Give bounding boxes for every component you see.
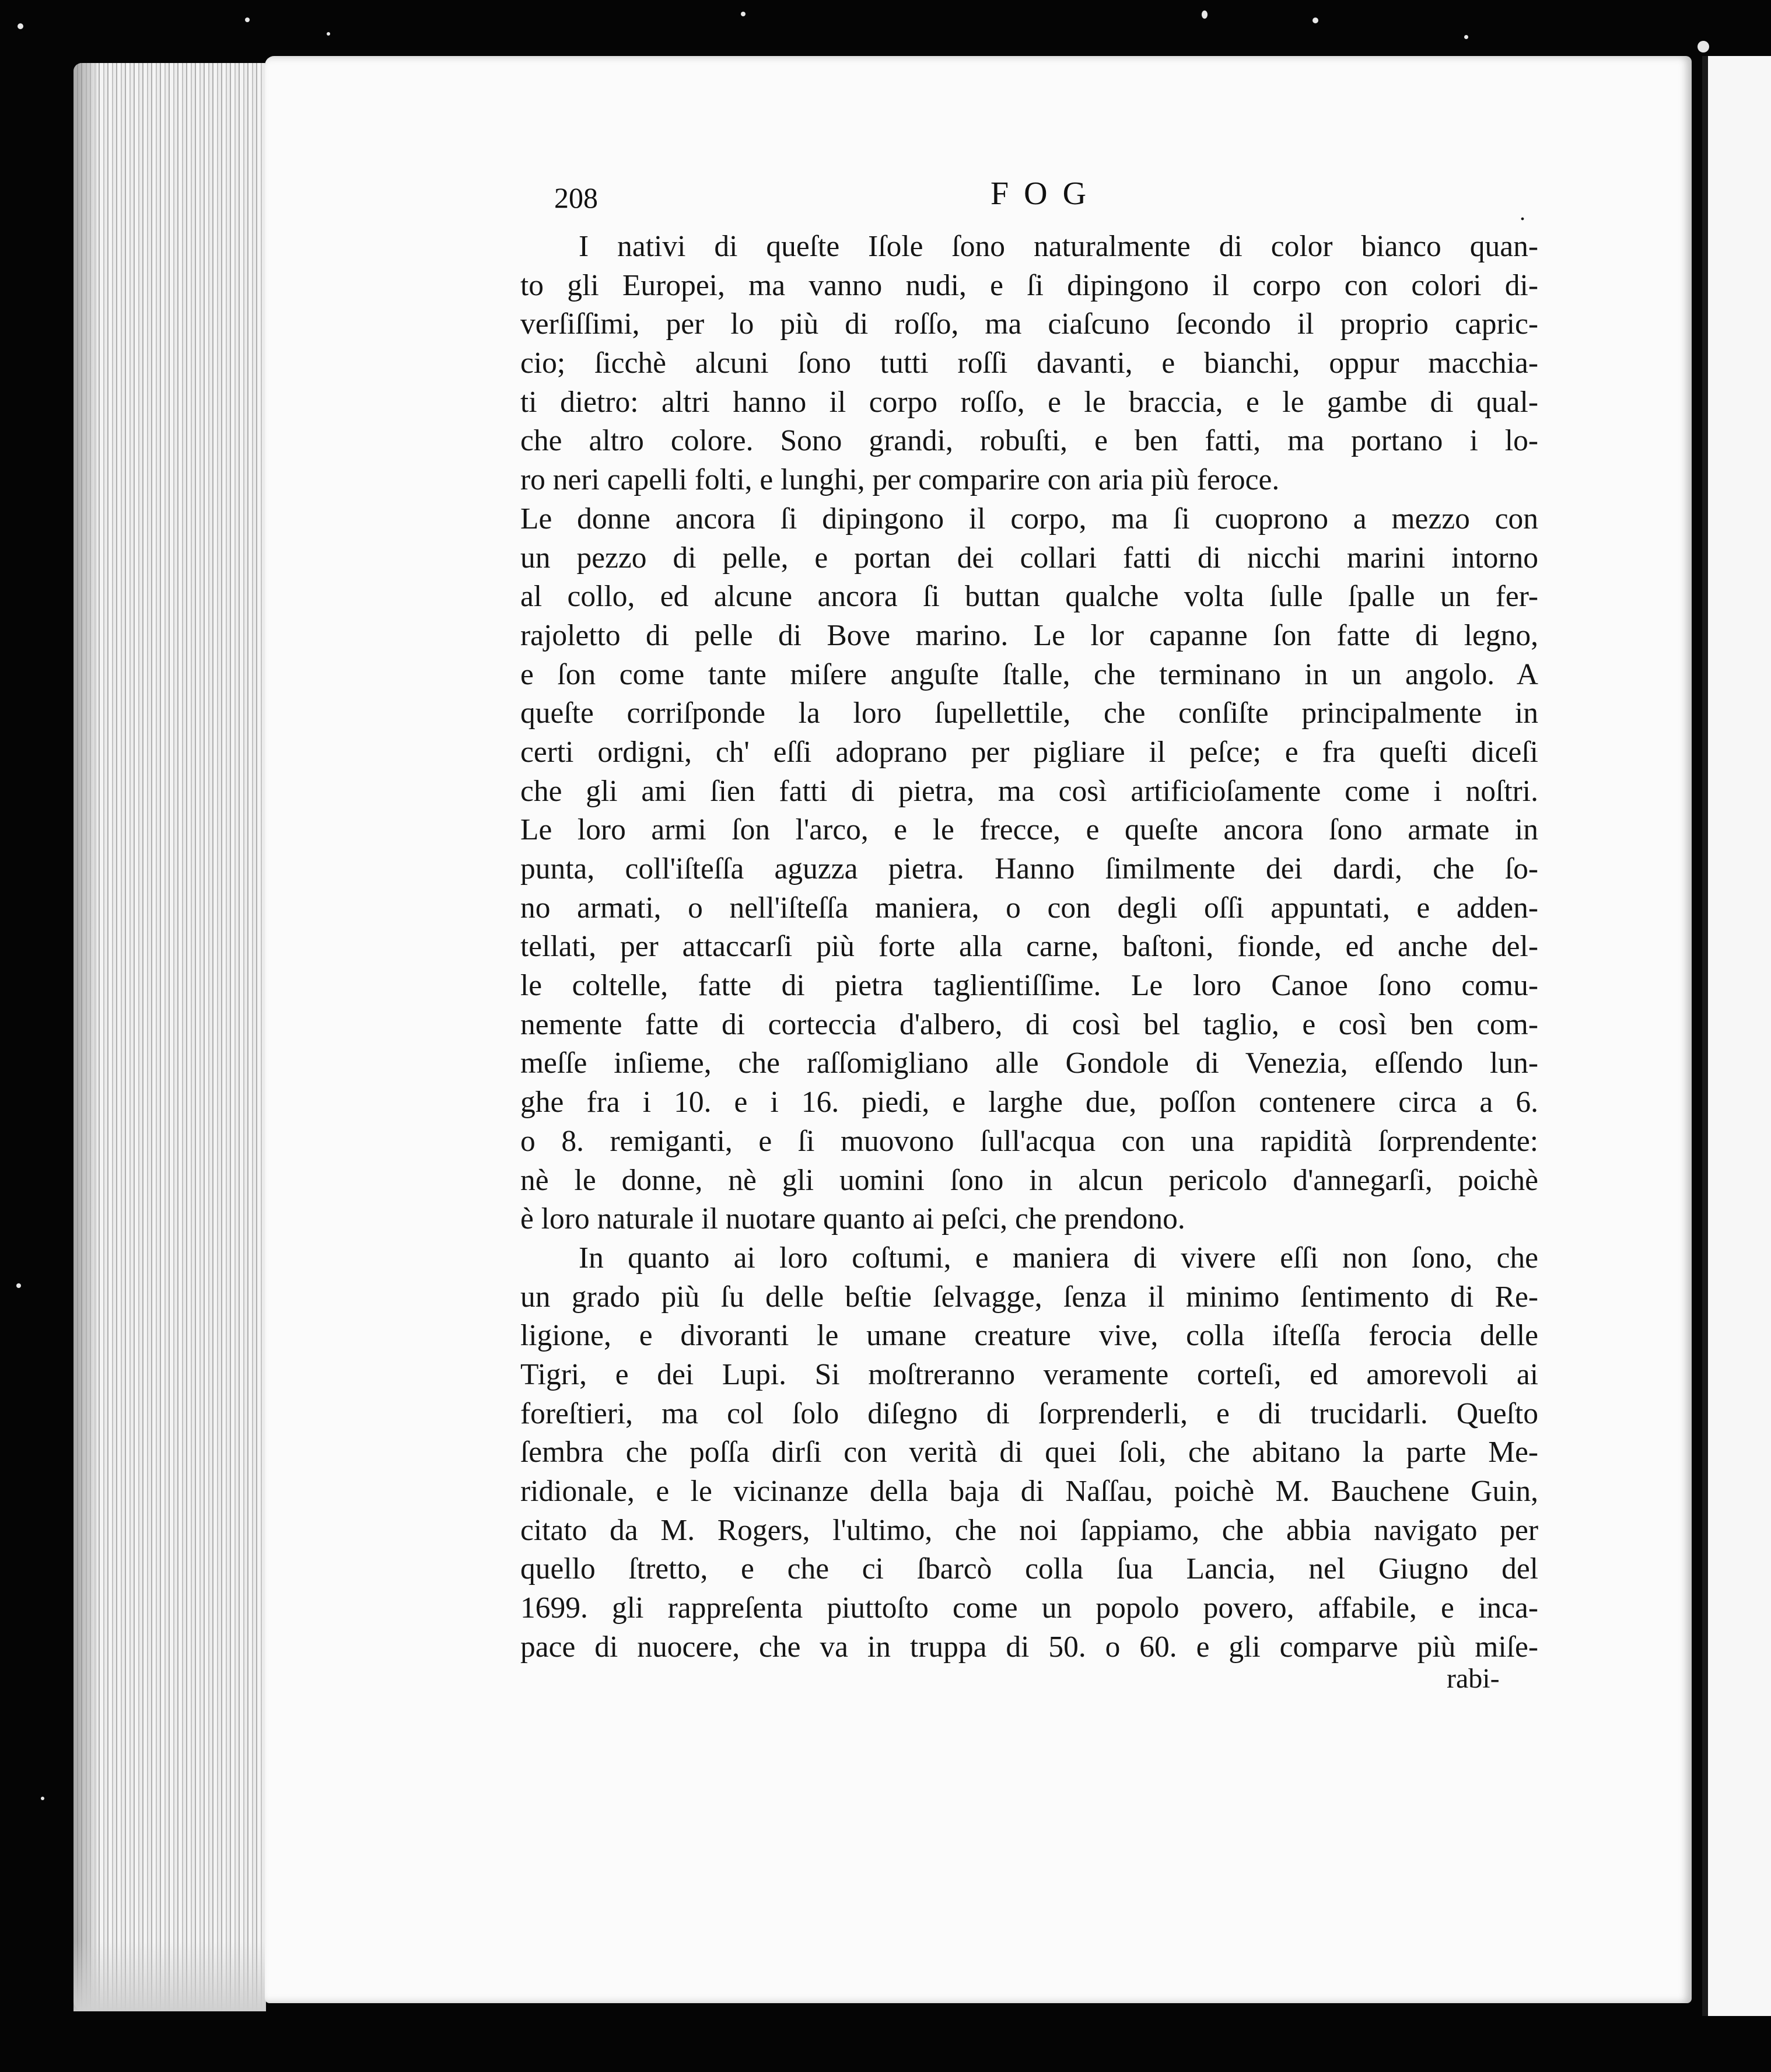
book-page-edges — [74, 63, 266, 2011]
text-line: un pezzo di pelle, e portan dei collari fatti di nicchi marini intorno — [520, 541, 1538, 575]
text-line: In quanto ai loro coſtumi, e maniera di vivere eſſi non ſono, che — [579, 1241, 1538, 1275]
scan-speck — [18, 23, 23, 29]
text-line: al collo, ed alcune ancora ſi buttan qualche volta ſulle ſpalle un fer- — [520, 580, 1538, 614]
text-line: nè le donne, nè gli uomini ſono in alcun pericolo d'annegarſi, poichè — [520, 1163, 1538, 1197]
text-line: ro neri capelli folti, e lunghi, per comparire con aria più feroce. — [520, 463, 1280, 497]
page-header — [554, 175, 1525, 225]
header-stray-mark: . — [1520, 199, 1525, 225]
text-line: foreſtieri, ma col ſolo diſegno di ſorprenderli, e di trucidarli. Queſto — [520, 1396, 1538, 1430]
text-line: meſſe inſieme, che raſſomigliano alle Gondole di Venezia, eſſendo lun- — [520, 1046, 1538, 1080]
scan-speck — [41, 1797, 44, 1800]
scan-speck — [16, 1283, 21, 1288]
text-line: queſte corriſponde la loro ſupellettile, che conſiſte principalmente in — [520, 696, 1538, 730]
text-line: ghe fra i 10. e i 16. piedi, e larghe due, poſſon contenere circa a 6. — [520, 1086, 1538, 1119]
text-line: verſiſſimi, per lo più di roſſo, ma ciaſcuno ſecondo il proprio capric- — [520, 307, 1538, 341]
text-line: I nativi di queſte Iſole ſono naturalmente di color bianco quan- — [579, 230, 1538, 263]
text-line: Tigri, e dei Lupi. Si moſtreranno veramente corteſi, ed amorevoli ai — [520, 1357, 1538, 1391]
text-line: pace di nuocere, che va in truppa di 50. o 60. e gli comparve più miſe- — [520, 1630, 1538, 1664]
scan-speck — [741, 12, 746, 16]
text-line: cio; ſicchè alcuni ſono tutti roſſi davanti, e bianchi, oppur macchia- — [520, 346, 1538, 380]
text-line: che altro colore. Sono grandi, robuſti, e ben fatti, ma portano i lo- — [520, 424, 1538, 458]
scan-speck — [245, 18, 250, 22]
text-line: ridionale, e le vicinanze della baja di Naſſau, poichè M. Bauchene Guin, — [520, 1475, 1538, 1508]
running-head: FOG — [991, 176, 1102, 212]
text-line: tellati, per attaccarſi più forte alla carne, baſtoni, fionde, ed anche del- — [520, 930, 1538, 964]
text-line: 1699. gli rappreſenta piuttoſto come un popolo povero, affabile, e inca- — [520, 1591, 1538, 1625]
body-text — [520, 228, 1538, 1667]
text-line: le coltelle, fatte di pietra taglientiſſime. Le loro Canoe ſono comu- — [520, 969, 1538, 1003]
catchword: rabi- — [1447, 1663, 1500, 1694]
text-line: o 8. remiganti, e ſi muovono ſull'acqua con una rapidità ſorprendente: — [520, 1124, 1538, 1158]
scan-speck — [1312, 18, 1318, 23]
text-line: rajoletto di pelle di Bove marino. Le lor capanne ſon fatte di legno, — [520, 618, 1538, 652]
facing-page-edge — [1702, 56, 1771, 2016]
scan-speck — [1464, 35, 1468, 39]
text-line: certi ordigni, ch' eſſi adoprano per pigliare il peſce; e fra queſti diceſi — [520, 735, 1538, 769]
text-line: no armati, o nell'iſteſſa maniera, o con degli oſſi appuntati, e adden- — [520, 891, 1538, 925]
page-number: 208 — [554, 181, 598, 214]
text-line: un grado più ſu delle beſtie ſelvagge, ſenza il minimo ſentimento di Re- — [520, 1280, 1538, 1314]
text-line: ligione, e divoranti le umane creature vive, colla iſteſſa ferocia delle — [520, 1319, 1538, 1353]
text-line: che gli ami ſien fatti di pietra, ma così artificioſamente come i noſtri. — [520, 774, 1538, 808]
text-line: to gli Europei, ma vanno nudi, e ſi dipingono il corpo con colori di- — [520, 268, 1538, 302]
text-line: citato da M. Rogers, l'ultimo, che noi ſappiamo, che abbia navigato per — [520, 1513, 1538, 1547]
text-line: Le loro armi ſon l'arco, e le frecce, e queſte ancora ſono armate in — [520, 813, 1538, 847]
scan-speck — [1698, 41, 1709, 52]
text-line: ſembra che poſſa dirſi con verità di quei ſoli, che abitano la parte Me- — [520, 1436, 1538, 1469]
text-line: punta, coll'iſteſſa aguzza pietra. Hanno ſimilmente dei dardi, che ſo- — [520, 852, 1538, 886]
scan-speck — [327, 32, 330, 36]
text-line: e ſon come tante miſere anguſte ſtalle, che terminano in un angolo. A — [520, 657, 1538, 691]
text-line: Le donne ancora ſi dipingono il corpo, ma ſi cuoprono a mezzo con — [520, 502, 1538, 536]
scan-speck — [1202, 10, 1208, 19]
text-line: nemente fatte di corteccia d'albero, di così bel taglio, e così ben com- — [520, 1007, 1538, 1041]
text-line: quello ſtretto, e che ci ſbarcò colla ſua Lancia, nel Giugno del — [520, 1552, 1538, 1586]
text-line: ti dietro: altri hanno il corpo roſſo, e le braccia, e le gambe di qual- — [520, 385, 1538, 419]
text-line: è loro naturale il nuotare quanto ai peſci, che prendono. — [520, 1202, 1185, 1236]
